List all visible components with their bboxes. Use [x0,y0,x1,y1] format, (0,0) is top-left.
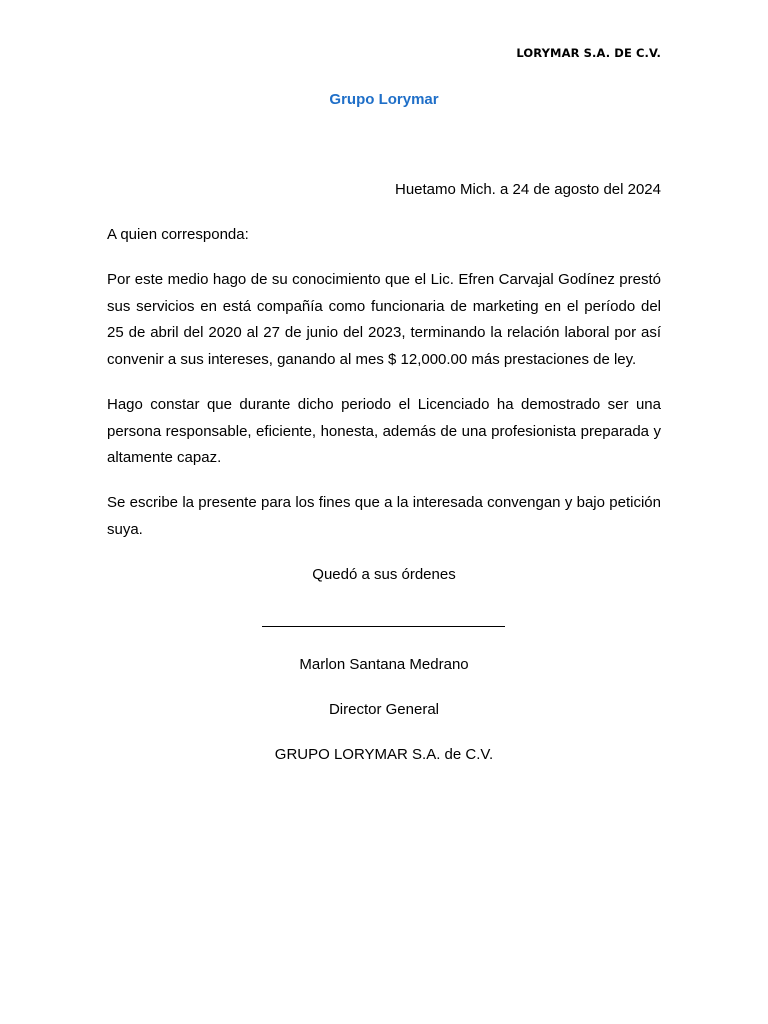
header-company-name: LORYMAR S.A. DE C.V. [516,46,661,60]
body-paragraph-conduct: Hago constar que durante dicho periodo el Licenciado ha demostrado ser una persona responsable, eficiente, honesta, además de una profesionista preparada y altamente capaz. [107,396,661,466]
body-paragraph-employment: Por este medio hago de su conocimiento que el Lic. Efren Carvajal Godínez prestó sus servicios en está compañía como funcionaria de marketing en el período del 25 de abril del 2020 al 27 de junio del 2023, terminando la relación laboral por así convenir a sus intereses, ganando al mes $ 12,000.00 más prestaciones de ley. [107,271,661,368]
place-and-date: Huetamo Mich. a 24 de agosto del 2024 [394,181,661,198]
closing-phrase: Quedó a sus órdenes [312,566,456,583]
body-paragraph-purpose: Se escribe la presente para los fines que a la interesada convengan y bajo petición suya. [107,494,661,538]
group-title: Grupo Lorymar [329,91,439,108]
signer-title: Director General [328,701,440,718]
salutation: A quien corresponda: [107,226,249,243]
signer-company: GRUPO LORYMAR S.A. de C.V. [274,746,494,763]
signature-line [262,626,505,627]
signer-name: Marlon Santana Medrano [299,656,469,673]
